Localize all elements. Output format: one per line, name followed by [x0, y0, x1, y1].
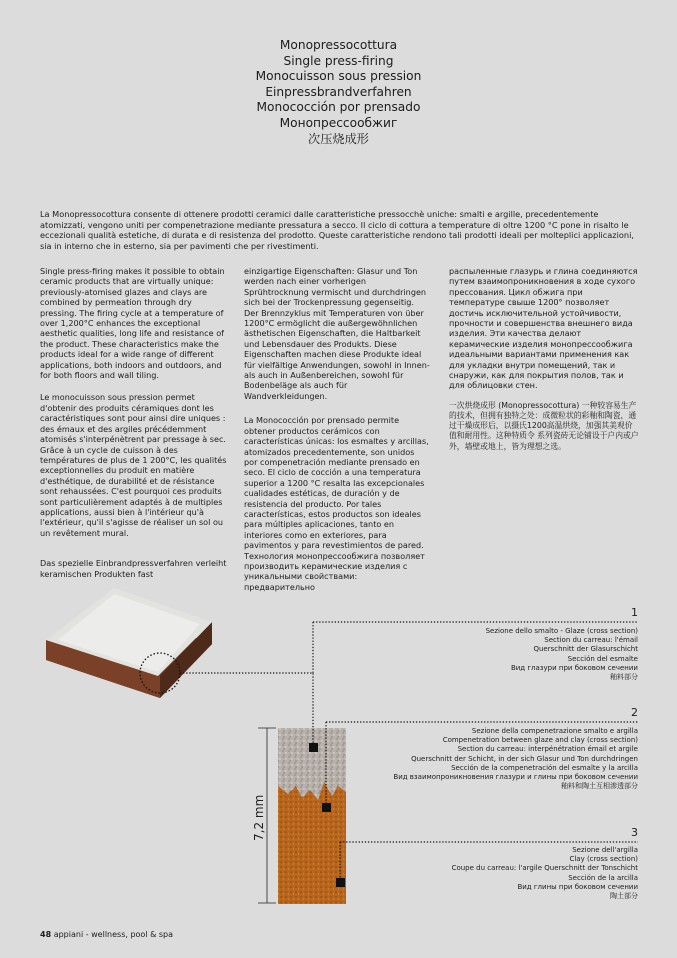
section-2-line: Compenetration between glaze and clay (cross section): [442, 736, 638, 745]
section-number-1: 1: [631, 606, 638, 619]
paragraph-ru-start: Технология монопрессообжига позволяет производить керамические изделия с уникальными свойствами: предварительно: [244, 550, 425, 592]
section-1-line: Sección del esmalte: [567, 654, 638, 663]
page-footer: [40, 930, 173, 939]
section-2-line: Section du carreau: interpénétration émail et argile: [457, 745, 638, 754]
section-number-3: 3: [631, 826, 638, 839]
section-3-line: 陶土部分: [610, 892, 638, 901]
title-fr: Monocuisson sous pression: [255, 69, 422, 84]
section-3-line: Вид глины при боковом сечении: [517, 882, 638, 891]
title-cn: 次压烧成形: [308, 131, 369, 146]
section-1-line: Вид глазури при боковом сечении: [510, 663, 638, 672]
thickness-label-wrap: [248, 794, 278, 841]
section-1-labels: [486, 627, 638, 682]
paragraph-en: Single press-firing makes it possible to obtain ceramic products that are virtually unique: previously-atomised glazes and clays are combined by permeation through dry pressing. The firing cycle at a temperature of over 1,200°C enhances the exceptional aesthetic qualities, long life and resistance of the product. These characteristics make the products ideal for a wide range of different applications, both indoors and outdoors, and for both floors and wall tiling.: [40, 266, 225, 381]
section-3-line: Sección de la arcilla: [568, 873, 638, 882]
section-number-2: 2: [631, 706, 638, 719]
page-number: 48: [40, 930, 52, 939]
section-2-line: Sezione della compenetrazione smalto e argilla: [471, 727, 638, 735]
section-1-line: 釉料部分: [610, 673, 638, 682]
section-2-line: 釉料和陶土互相渗透部分: [561, 782, 638, 791]
title-en: Single press-firing: [283, 53, 394, 68]
cross-section: [278, 728, 346, 904]
section-3-line: Sezione dell'argilla: [572, 846, 638, 854]
title-it: Monopressocottura: [279, 38, 398, 52]
paragraph-ru-cont: распыленные глазурь и глина соединяются путем взаимопроникновения в ходе сухого прессования. Цикл обжига при температуре свыше 1200° позволяет достичь исключительной устойчивости, прочности и совершенства внешнего вида изделия. Эти качества делают керамические изделия монопрессообжига идеальными вариантами применения как для укладки внутри помещений, так и снаружи, как для покрытия полов, так и для облицовки стен.: [449, 266, 638, 391]
title-ru: Монопрессообжиг: [279, 115, 398, 130]
section-2-line: Querschnitt der Schicht, in der sich Glasur und Ton durchdringen: [411, 754, 638, 763]
section-1-line: Section du carreau: l'émail: [544, 636, 638, 645]
section-3-line: Clay (cross section): [569, 855, 638, 864]
intro-paragraph: La Monopressocottura consente di ottenere prodotti ceramici dalle caratteristiche pressocchè uniche: smalti e argille, precedentemente atomizzati, vengono uniti per compenetrazione mediante pressatura a secco. Il ciclo di cottura a temperature di oltre 1200 °C pone in risalto le eccezionali qualità estetiche, di durata e di resistenza del prodotto. Queste caratteristiche rendono tali prodotti ideali per molteplici applicazioni, sia in interno che in esterno, sia per pavimenti che per rivestimenti.: [40, 209, 634, 251]
section-1-line: Querschnitt der Glasurschicht: [533, 645, 638, 654]
paragraph-cn: 一次烘烧成形 (Monopressocottura) 一种较容易生产的技术，但拥有独特之处：成微粒状的彩釉和陶瓷，通过干燥成形后，以摄氏1200高温烘烧，加强其美观价值和耐用性。这种特质令 系列瓷砖无论铺设于户内或户外，墙壁或地上，皆为理想之选。: [449, 400, 639, 451]
tile-illustration: [46, 588, 212, 698]
paragraph-fr: Le monocuisson sous pression permet d'obtenir des produits céramiques dont les caractéristiques sont pour ainsi dire uniques : des émaux et des argiles précédemment atomisés s'interpénètrent par pressage à sec. Grâce à un cycle de cuisson à des températures de plus de 1 200°C, les qualités exceptionnelles du produit en matière d'esthétique, de durabilité et de résistance sont rehaussées. C'est pourquoi ces produits sont particulièrement adaptés à de multiples applications, aussi bien à l'intérieur qu'à l'extérieur, qu'il s'agisse de réaliser un sol ou un revêtement mural.: [40, 392, 227, 538]
section-3-labels: [452, 846, 638, 901]
section-1-line: Sezione dello smalto - Glaze (cross section): [485, 627, 638, 635]
title-es: Monococción por prensado: [256, 100, 421, 115]
thickness-label: 7,2 mm: [252, 794, 266, 841]
section-2-line: Вид взаимопроникновения глазури и глины при боковом сечении: [393, 773, 638, 782]
section-3-line: Coupe du carreau: l'argile Querschnitt der Tonschicht: [451, 864, 638, 873]
paragraph-es: La Monococción por prensado permite obtener productos cerámicos con características únicas: los esmaltes y arcillas, atomizados precedentemente, son unidos por compenetración mediante prensado en seco. El ciclo de cocción a una temperatura superior a 1200 °C resalta las excepcionales cualidades estéticas, de duración y de resistencia del producto. Por tales características, estos productos son ideales para múltiples aplicaciones, tanto en interiores como en exteriores, para pavimentos y para revestimientos de pared.: [244, 415, 429, 551]
section-2-line: Sección de la compenetración del esmalte y la arcilla: [451, 763, 638, 772]
paragraph-de-cont: einzigartige Eigenschaften: Glasur und Ton werden nach einer vorherigen Sprühtrocknung vermischt und durchdringen sich bei der Trockenpressung gegenseitig. Der Brennzyklus mit Temperaturen von über 1200°C ermöglicht die außergewöhnlichen ästhetischen Eigenschaften, die Haltbarkeit und Lebensdauer des Produkts. Diese Eigenschaften machen diese Produkte ideal für vielfältige Anwendungen, sowohl in Innen- als auch in Außenbereichen, sowohl für Bodenbeläge als auch für Wandverkleidungen.: [244, 266, 430, 401]
section-2-labels: [393, 727, 638, 791]
marker-2: [322, 803, 331, 812]
footer-text: appiani - wellness, pool & spa: [53, 930, 174, 939]
title-de: Einpressbrandverfahren: [265, 84, 412, 99]
marker-1: [309, 743, 318, 752]
paragraph-de-start: Das spezielle Einbrandpressverfahren verleiht keramischen Produkten fast: [40, 558, 227, 579]
